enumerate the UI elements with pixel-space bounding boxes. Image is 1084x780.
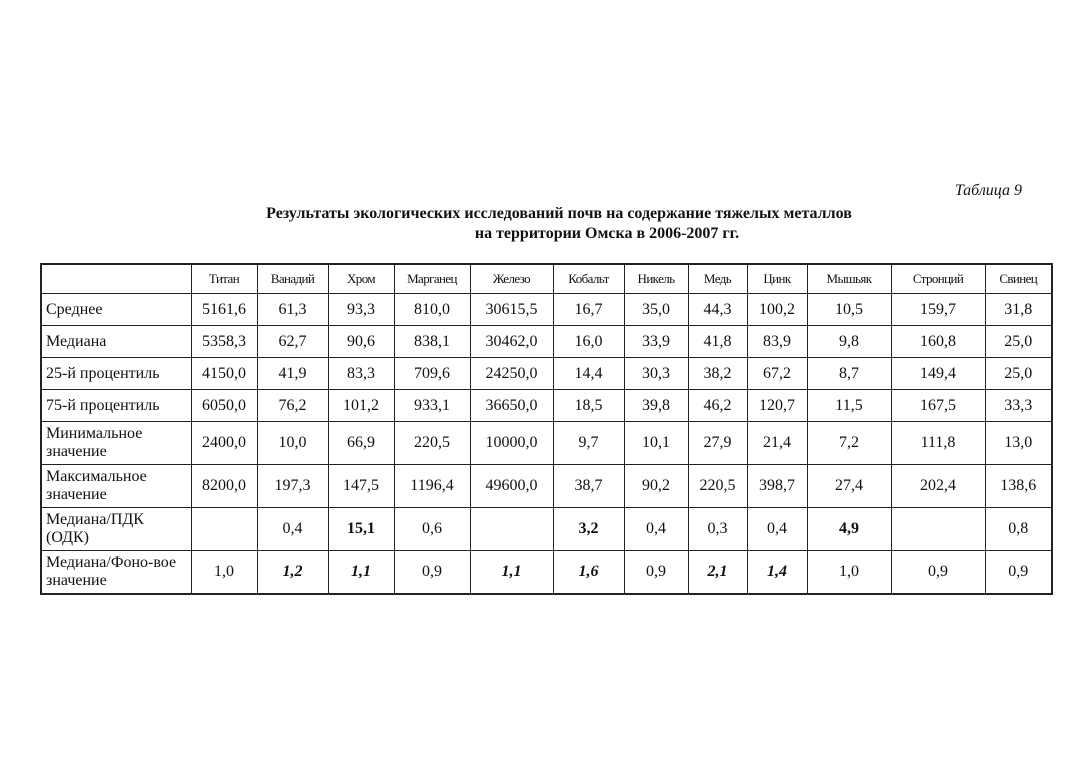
table-cell: 1,4 <box>747 551 807 595</box>
table-cell: 0,6 <box>394 508 470 551</box>
table-cell: 18,5 <box>553 390 624 422</box>
table-cell: 0,9 <box>394 551 470 595</box>
table-cell: 30615,5 <box>470 294 553 326</box>
table-cell: 933,1 <box>394 390 470 422</box>
table-row <box>41 551 1052 595</box>
table-cell: 10,0 <box>257 422 328 465</box>
row-label: 25-й процентиль <box>41 358 191 390</box>
table-cell: 25,0 <box>985 326 1052 358</box>
table-cell: 709,6 <box>394 358 470 390</box>
table-cell: 11,5 <box>807 390 891 422</box>
table-cell: 0,9 <box>985 551 1052 595</box>
table-cell: 202,4 <box>891 465 985 508</box>
table-cell: 66,9 <box>328 422 394 465</box>
table-cell: 1,2 <box>257 551 328 595</box>
table-cell: 220,5 <box>688 465 747 508</box>
table-cell: 61,3 <box>257 294 328 326</box>
row-label: Медиана/ПДК (ОДК) <box>41 508 191 551</box>
row-label: Медиана <box>41 326 191 358</box>
table-cell: 810,0 <box>394 294 470 326</box>
table-cell: 93,3 <box>328 294 394 326</box>
table-cell: 0,9 <box>624 551 688 595</box>
table-cell <box>891 508 985 551</box>
col-header: Свинец <box>985 264 1052 294</box>
table-cell: 101,2 <box>328 390 394 422</box>
table-cell: 90,6 <box>328 326 394 358</box>
table-cell: 159,7 <box>891 294 985 326</box>
table-cell: 41,9 <box>257 358 328 390</box>
header-corner <box>41 264 191 294</box>
heavy-metals-table <box>40 263 1053 595</box>
table-row <box>41 326 1052 358</box>
header-row <box>41 264 1052 294</box>
title-line-2: на территории Омска в 2006-2007 гг. <box>474 225 740 242</box>
table-cell: 27,9 <box>688 422 747 465</box>
table-cell: 0,4 <box>257 508 328 551</box>
table-cell <box>470 508 553 551</box>
table-cell: 25,0 <box>985 358 1052 390</box>
table-row <box>41 358 1052 390</box>
col-header: Цинк <box>747 264 807 294</box>
table-cell: 62,7 <box>257 326 328 358</box>
table-cell: 41,8 <box>688 326 747 358</box>
table-cell: 5161,6 <box>191 294 257 326</box>
table-row <box>41 294 1052 326</box>
table-cell: 16,7 <box>553 294 624 326</box>
table-cell: 14,4 <box>553 358 624 390</box>
table-cell: 30462,0 <box>470 326 553 358</box>
title-line-1: Результаты экологических исследований почв на содержание тяжелых металлов <box>266 205 852 222</box>
table-cell: 4150,0 <box>191 358 257 390</box>
table-cell: 13,0 <box>985 422 1052 465</box>
table-cell: 167,5 <box>891 390 985 422</box>
table-cell: 8,7 <box>807 358 891 390</box>
table-cell: 149,4 <box>891 358 985 390</box>
table-cell: 24250,0 <box>470 358 553 390</box>
table-cell: 1,0 <box>807 551 891 595</box>
table-cell: 7,2 <box>807 422 891 465</box>
col-header: Титан <box>191 264 257 294</box>
table-cell: 0,3 <box>688 508 747 551</box>
table-cell: 1196,4 <box>394 465 470 508</box>
col-header: Марганец <box>394 264 470 294</box>
table-cell: 76,2 <box>257 390 328 422</box>
table-cell: 8200,0 <box>191 465 257 508</box>
table-cell: 1,1 <box>470 551 553 595</box>
table-cell: 6050,0 <box>191 390 257 422</box>
row-label: Медиана/Фоно-вое значение <box>41 551 191 595</box>
table-cell: 120,7 <box>747 390 807 422</box>
table-cell: 16,0 <box>553 326 624 358</box>
table-cell: 35,0 <box>624 294 688 326</box>
table-cell: 0,4 <box>624 508 688 551</box>
table-row <box>41 465 1052 508</box>
col-header: Мышьяк <box>807 264 891 294</box>
col-header: Никель <box>624 264 688 294</box>
table-cell: 138,6 <box>985 465 1052 508</box>
table-cell: 9,7 <box>553 422 624 465</box>
table-cell: 0,9 <box>891 551 985 595</box>
table-cell: 4,9 <box>807 508 891 551</box>
table-row <box>41 508 1052 551</box>
table-cell: 9,8 <box>807 326 891 358</box>
table-cell: 1,1 <box>328 551 394 595</box>
table-cell: 147,5 <box>328 465 394 508</box>
row-label: Минимальное значение <box>41 422 191 465</box>
table-cell: 90,2 <box>624 465 688 508</box>
table-cell: 44,3 <box>688 294 747 326</box>
table-cell: 111,8 <box>891 422 985 465</box>
table-cell: 33,3 <box>985 390 1052 422</box>
table-cell: 38,2 <box>688 358 747 390</box>
table-cell: 21,4 <box>747 422 807 465</box>
table-cell <box>191 508 257 551</box>
table-title <box>0 204 1084 244</box>
table-cell: 398,7 <box>747 465 807 508</box>
table-cell: 838,1 <box>394 326 470 358</box>
table-cell: 3,2 <box>553 508 624 551</box>
table-cell: 1,6 <box>553 551 624 595</box>
table-cell: 15,1 <box>328 508 394 551</box>
table-cell: 2,1 <box>688 551 747 595</box>
table-cell: 0,4 <box>747 508 807 551</box>
table-cell: 31,8 <box>985 294 1052 326</box>
table-cell: 10000,0 <box>470 422 553 465</box>
table-cell: 100,2 <box>747 294 807 326</box>
table-row <box>41 390 1052 422</box>
table-cell: 83,3 <box>328 358 394 390</box>
table-row <box>41 422 1052 465</box>
table-cell: 5358,3 <box>191 326 257 358</box>
table-cell: 33,9 <box>624 326 688 358</box>
col-header: Кобальт <box>553 264 624 294</box>
table-cell: 49600,0 <box>470 465 553 508</box>
table-cell: 38,7 <box>553 465 624 508</box>
table-cell: 197,3 <box>257 465 328 508</box>
col-header: Хром <box>328 264 394 294</box>
col-header: Медь <box>688 264 747 294</box>
row-label: Среднее <box>41 294 191 326</box>
table-number-label: Таблица 9 <box>954 182 1022 199</box>
table-cell: 67,2 <box>747 358 807 390</box>
table-cell: 39,8 <box>624 390 688 422</box>
table-cell: 36650,0 <box>470 390 553 422</box>
row-label: 75-й процентиль <box>41 390 191 422</box>
table-cell: 83,9 <box>747 326 807 358</box>
table-cell: 2400,0 <box>191 422 257 465</box>
col-header: Стронций <box>891 264 985 294</box>
table-cell: 46,2 <box>688 390 747 422</box>
table-cell: 10,1 <box>624 422 688 465</box>
col-header: Ванадий <box>257 264 328 294</box>
row-label: Максимальное значение <box>41 465 191 508</box>
table-cell: 1,0 <box>191 551 257 595</box>
table-cell: 27,4 <box>807 465 891 508</box>
table-cell: 220,5 <box>394 422 470 465</box>
table-cell: 10,5 <box>807 294 891 326</box>
table-cell: 0,8 <box>985 508 1052 551</box>
table-cell: 30,3 <box>624 358 688 390</box>
table-cell: 160,8 <box>891 326 985 358</box>
col-header: Железо <box>470 264 553 294</box>
